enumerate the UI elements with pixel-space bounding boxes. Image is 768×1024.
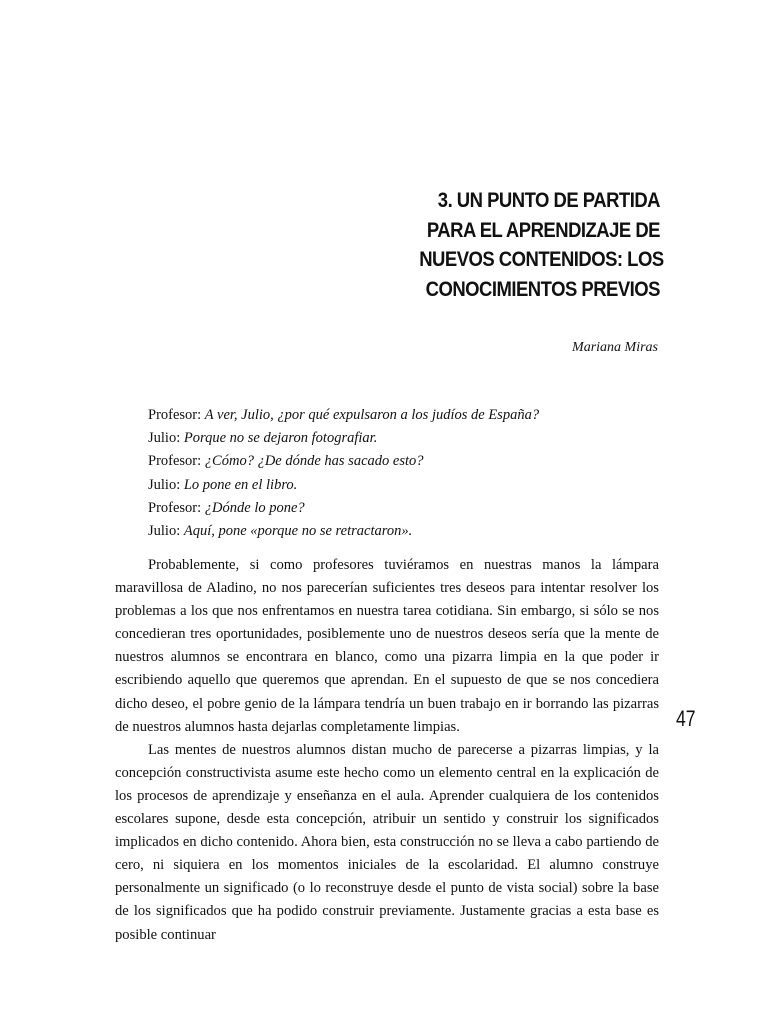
chapter-title: [419, 186, 664, 304]
dialogue-quote: Porque no se dejaron fotografiar.: [183, 430, 378, 447]
dialogue-quote: A ver, Julio, ¿por qué expulsaron a los judíos de España?: [204, 407, 540, 423]
body-text: [115, 554, 659, 947]
page-number: 47: [676, 706, 696, 731]
dialogue-speaker: Profesor:: [148, 499, 202, 516]
dialogue-speaker: Profesor:: [148, 453, 202, 470]
dialogue-speaker: Julio:: [148, 430, 181, 447]
dialogue-quote: ¿Cómo? ¿De dónde has sacado esto?: [204, 453, 424, 470]
dialogue-quote: Lo pone en el libro.: [183, 476, 298, 493]
chapter-title-line: 3. UN PUNTO DE PARTIDA: [437, 188, 660, 212]
author-name: Mariana Miras: [572, 340, 658, 355]
body-paragraph: Probablemente, si como profesores tuviéramos en nuestras manos la lámpara maravillosa de Aladino, no nos parecerían suficientes tres deseos para intentar resolver los problemas a los que nos enfrentamos en nuestra tarea cotidiana. Sin embargo, si sólo se nos concedieran tres oportunidades, posiblemente uno de nuestros deseos sería que la mente de nuestros alumnos se encontrara en blanco, como una pizarra limpia en la que poder ir escribiendo aquello que queremos que aprendan. En el supuesto de que se nos concediera dicho deseo, el pobre genio de la lámpara tendría un buen trabajo en ir borrando las pizarras de nuestros alumnos hasta dejarlas completamente limpias.: [115, 557, 659, 735]
chapter-title-line: NUEVOS CONTENIDOS: LOS: [419, 247, 664, 271]
dialogue-speaker: Julio:: [148, 476, 181, 493]
body-paragraph: Las mentes de nuestros alumnos distan mucho de parecerse a pizarras limpias, y la concepción constructivista asume este hecho como un elemento central en la explicación de los procesos de aprendizaje y enseñanza en el aula. Aprender cualquiera de los contenidos escolares supone, desde esta concepción, atribuir un sentido y construir los significados implicados en dicho contenido. Ahora bien, esta construcción no se lleva a cabo partiendo de cero, ni siquiera en los momentos iniciales de la escolaridad. El alumno construye personalmente un significado (o lo reconstruye desde el punto de vista social) sobre la base de los significados que ha podido construir previamente. Justamente gracias a esta base es posible continuar: [115, 741, 659, 943]
dialogue-line: [148, 474, 668, 497]
dialogue-line: [148, 427, 668, 450]
chapter-title-line: PARA EL APRENDIZAJE DE: [426, 217, 660, 242]
dialogue-line: [148, 404, 668, 427]
dialogue-quote: Aquí, pone «porque no se retractaron».: [183, 523, 413, 540]
dialogue-epigraph: [148, 404, 668, 543]
dialogue-quote: ¿Dónde lo pone?: [204, 499, 305, 516]
chapter-title-line: CONOCIMIENTOS PREVIOS: [425, 276, 660, 301]
dialogue-line: [148, 497, 668, 520]
dialogue-line: [148, 520, 668, 543]
dialogue-speaker: Julio:: [148, 523, 181, 540]
dialogue-speaker: Profesor:: [148, 407, 202, 423]
dialogue-line: [148, 450, 668, 473]
